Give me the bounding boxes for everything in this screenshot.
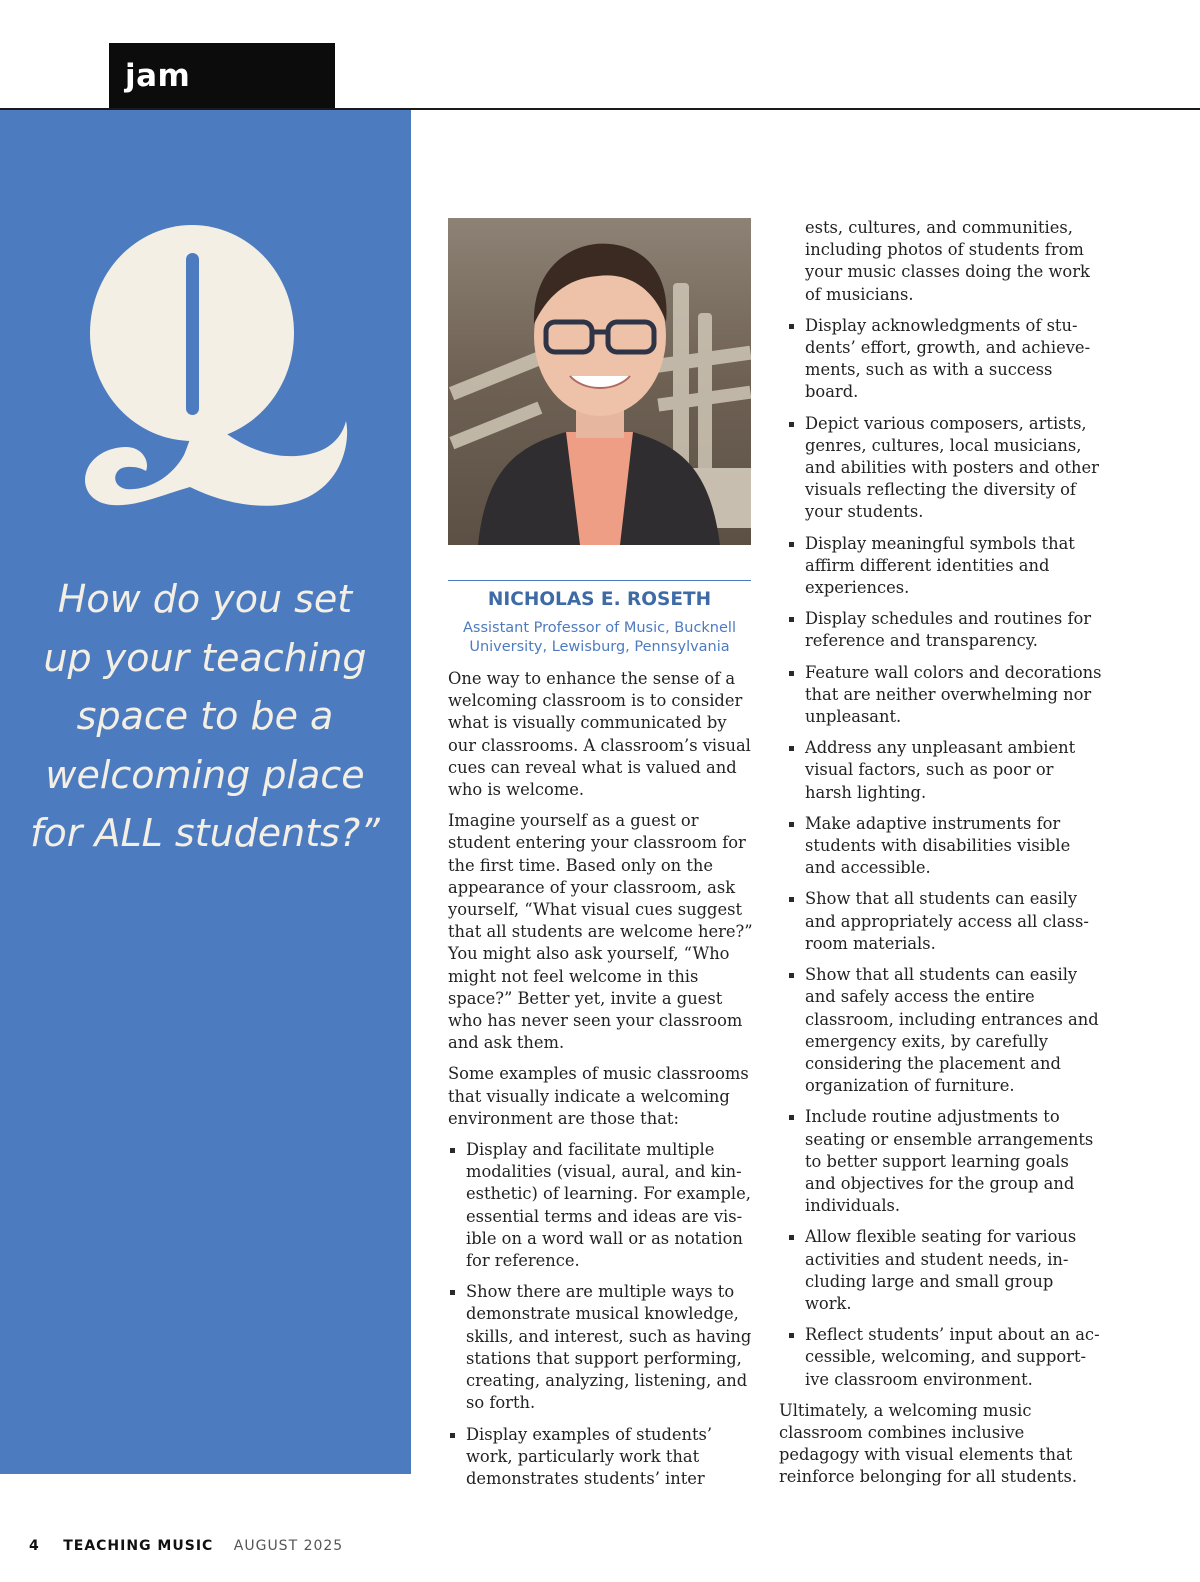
list-item: Display and facilitate multiple modalities (visual, aural, and kinesthetic) of learning. For example, essential terms and ideas are visible on a word wall or as notation for reference. — [448, 1139, 753, 1272]
list-item: Address any unpleasant ambient visual factors, such as poor or harsh lighting. — [787, 737, 1102, 804]
article-column-2 — [779, 217, 1102, 1498]
issue-date: AUGUST 2025 — [233, 1538, 344, 1554]
author-name: NICHOLAS E. ROSETH — [487, 589, 712, 610]
list-item: Display meaningful symbols that affirm different identities and experiences. — [787, 533, 1102, 600]
article-paragraph: Imagine yourself as a guest or student entering your classroom for the first time. Based only on the appearance of your classroom, ask yourself, “What visual cues suggest that all students are welcome here?” You might also ask yourself, “Who might not feel welcome in this space?” Better yet, invite a guest who has never seen your classroom and ask them. — [448, 811, 753, 1053]
list-item: Display acknowledgments of students’ effort, growth, and achievements, such as with a success board. — [787, 315, 1102, 404]
page-number: 4 — [29, 1538, 39, 1554]
list-item: Feature wall colors and decorations that are neither overwhelming nor unpleasant. — [787, 662, 1102, 729]
closing-paragraph: Ultimately, a welcoming music classroom combines inclusive pedagogy with visual elements that reinforce belonging for all students. — [779, 1400, 1077, 1487]
example-list-continued — [787, 217, 1102, 1391]
question-text: How do you set up your teaching space to be a welcoming place for ALL students?” — [30, 577, 380, 855]
list-item: Include routine adjustments to seating or ensemble arrangements to better support learning goals and objectives for the group and individuals. — [787, 1106, 1102, 1217]
article-paragraph: One way to enhance the sense of a welcoming classroom is to consider what is visually communicated by our classrooms. A classroom’s visual cues can reveal what is valued and who is welcome. — [448, 669, 751, 800]
author-divider — [448, 580, 751, 581]
list-item: Display schedules and routines for reference and transparency. — [787, 608, 1102, 652]
article-column-1 — [448, 668, 753, 1499]
list-item: Reflect students’ input about an accessible, welcoming, and supportive classroom environment. — [787, 1324, 1102, 1391]
author-photo — [448, 218, 751, 545]
article-paragraph: Some examples of music classrooms that visually indicate a welcoming environment are those that: — [448, 1064, 749, 1128]
list-item: Make adaptive instruments for students with disabilities visible and accessible. — [787, 813, 1102, 880]
example-list — [448, 1139, 753, 1490]
list-item: Show that all students can easily and appropriately access all classroom materials. — [787, 888, 1102, 955]
list-item: Depict various composers, artists, genres, cultures, local musicians, and abilities with posters and other visuals reflecting the diversity of your students. — [787, 413, 1102, 524]
section-label: jam — [109, 43, 335, 109]
list-item: Show there are multiple ways to demonstrate musical knowledge, skills, and interest, such as having stations that support performing, creating, analyzing, listening, and so forth. — [448, 1281, 753, 1414]
list-item-continuation: ests, cultures, and communities, including photos of students from your music classes doing the work of musicians. — [805, 218, 1090, 304]
list-item: Allow flexible seating for various activities and student needs, including large and small group work. — [787, 1226, 1102, 1315]
list-item: Show that all students can easily and safely access the entire classroom, including entrances and emergency exits, by carefully considering the placement and organization of furniture. — [787, 964, 1102, 1097]
magazine-name: TEACHING MUSIC — [63, 1538, 214, 1554]
list-item: Display examples of students’ work, particularly work that demonstrates students’ inter — [448, 1424, 753, 1491]
page-footer — [29, 1538, 343, 1554]
q-initial-art — [80, 225, 360, 525]
author-title: Assistant Professor of Music, Bucknell University, Lewisburg, Pennsylvania — [463, 620, 736, 655]
